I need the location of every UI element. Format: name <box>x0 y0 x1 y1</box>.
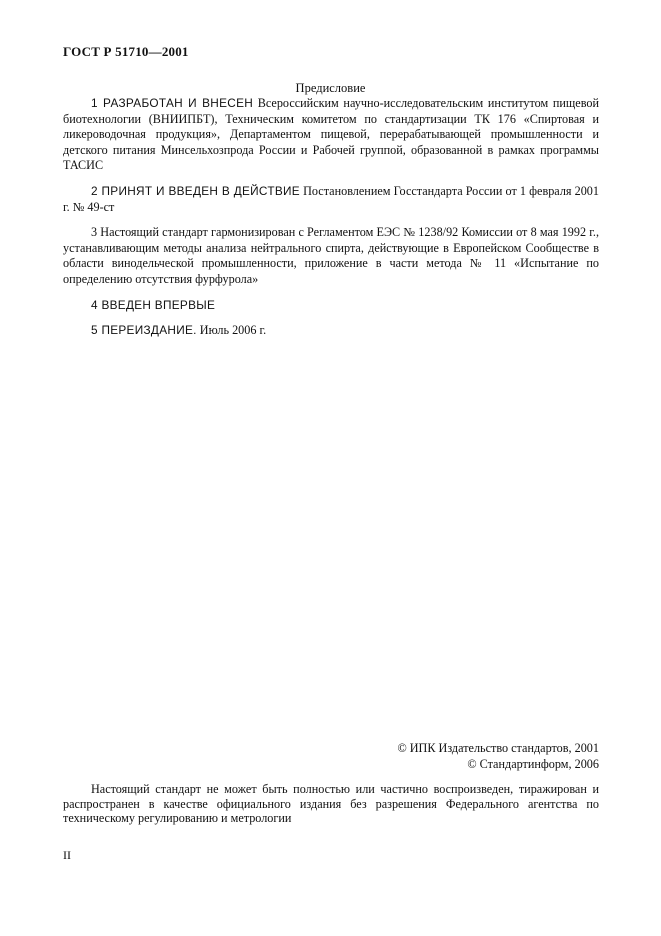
preface-item-1 <box>63 96 599 174</box>
preface-item-2 <box>63 184 599 215</box>
copyright-block <box>397 741 599 772</box>
preface-item-4 <box>63 298 599 314</box>
preface-item-3 <box>63 225 599 287</box>
preface-item-text: Всероссийским научно-исследовательским институтом пищевой биотехнологии (ВНИИПБТ), Техническим комитетом по стандартизации ТК 176 «Спиртовая и ликероводочная продукция», Департаментом пищевой, перерабатывающей промышленности и детского питания Минсельхозпрода России и Рабочей группой, образованной в рамках программы ТАСИС <box>63 96 599 173</box>
preface-body <box>63 96 599 349</box>
preface-item-text: Постановлением Госстандарта России от 1 февраля 2001 г. № 49-ст <box>63 183 599 214</box>
standard-code-header: ГОСТ Р 51710—2001 <box>63 44 189 59</box>
copyright-line-reissue: © Стандартинформ, 2006 <box>467 756 599 771</box>
page-number: II <box>63 848 71 862</box>
preface-item-lead: 5 ПЕРЕИЗДАНИЕ. <box>91 323 197 338</box>
preface-item-5 <box>63 323 599 339</box>
preface-item-text: 3 Настоящий стандарт гармонизирован с Регламентом ЕЭС № 1238/92 Комиссии от 8 мая 1992 г., устанавливающим методы анализа нейтрального спирта, действующие в Европейском Сообществе в области винодельческой промышленности, приложение в части метода № 11 «Испытание по определению отсутствия фурфурола» <box>63 225 599 286</box>
preface-item-text: Июль 2006 г. <box>196 323 267 338</box>
preface-title: Предисловие <box>295 81 366 95</box>
preface-item-lead: 4 ВВЕДЕН ВПЕРВЫЕ <box>91 297 216 312</box>
reproduction-notice: Настоящий стандарт не может быть полностью или частично воспроизведен, тиражирован и распространен в качестве официального издания без разрешения Федерального агентства по техническому регулированию и метрологии <box>63 782 599 826</box>
copyright-line-publisher: © ИПК Издательство стандартов, 2001 <box>397 741 599 755</box>
preface-item-lead: 2 ПРИНЯТ И ВВЕДЕН В ДЕЙСТВИЕ <box>91 183 300 198</box>
preface-item-lead: 1 РАЗРАБОТАН И ВНЕСЕН <box>91 96 254 110</box>
